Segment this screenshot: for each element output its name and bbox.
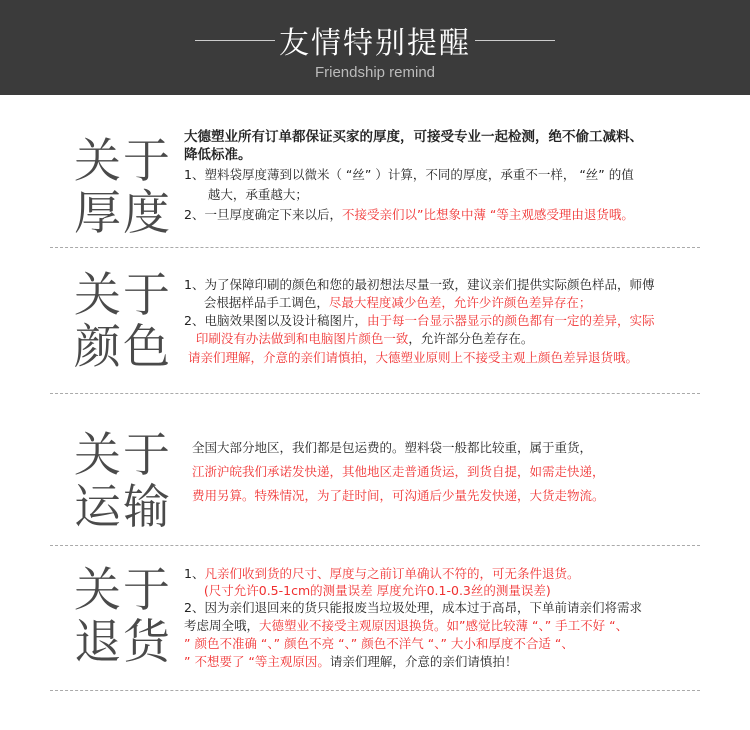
heading-line: 关于 <box>74 134 172 189</box>
text-line <box>184 204 744 226</box>
text-segment: ，允许部分色差存在。 <box>408 331 534 346</box>
highlight-text: 印刷没有办法做到和电脑图片颜色一致 <box>184 331 409 346</box>
text-segment: 请亲们理解，介意的亲们请慎拍！ <box>329 654 518 669</box>
highlight-text: ” 不想要了 “等主观原因。 <box>184 654 330 669</box>
highlight-text: 不接受亲们以”比想象中薄 “等主观感受理由退货哦。 <box>341 207 634 222</box>
heading-line: 关于 <box>74 428 172 483</box>
text-segment: 2、一旦厚度确定下来以后， <box>184 207 342 222</box>
highlight-text: 由于每一台显示器显示的颜色都有一定的差异，实际 <box>366 313 655 328</box>
text-segment: 大德塑业所有订单都保证买家的厚度，可接受专业一起检测，绝不偷工减料、 <box>184 129 643 145</box>
highlight-text: 费用另算。特殊情况，为了赶时间，可沟通后少量先发快递，大货走物流。 <box>184 488 605 503</box>
highlight-text: 尽最大程度减少色差，允许少许颜色差异存在； <box>328 295 592 310</box>
text-segment: 考虑周全哦， <box>184 618 260 633</box>
heading-line: 关于 <box>74 563 172 618</box>
section-body <box>184 128 744 226</box>
section-divider <box>50 393 700 394</box>
heading-line: 退货 <box>74 615 172 670</box>
text-line <box>184 599 744 617</box>
heading-line: 厚度 <box>74 186 172 241</box>
text-line <box>184 436 744 460</box>
page-subtitle: Friendship remind <box>314 64 436 81</box>
text-line <box>184 294 744 312</box>
text-line <box>184 653 744 671</box>
highlight-text: 凡亲们收到货的尺寸、厚度与之前订单确认不符的，可无条件退货。 <box>204 566 580 581</box>
text-line <box>184 617 744 635</box>
section-heading <box>74 270 174 374</box>
text-line <box>184 186 744 204</box>
text-segment: 会根据样品手工调色， <box>184 295 329 310</box>
text-segment: 2、电脑效果图以及设计稿图片， <box>184 313 367 328</box>
section-heading <box>74 430 174 534</box>
section-body <box>184 436 744 508</box>
text-line <box>184 128 744 146</box>
text-segment: 越大，承重越大； <box>184 187 308 202</box>
text-line <box>184 276 744 294</box>
text-line <box>184 565 744 582</box>
text-segment: 1、 <box>184 566 205 581</box>
text-segment: 全国大部分地区，我们都是包运费的。塑料袋一般都比较重，属于重货， <box>184 440 592 455</box>
heading-line: 关于 <box>74 268 172 323</box>
text-line <box>184 484 744 508</box>
highlight-text: 大德塑业不接受主观原因退换货。如”感觉比较薄 “、” 手工不好 “、 <box>259 618 629 633</box>
text-segment: 1、塑料袋厚度薄到以微米（ “丝” ）计算，不同的厚度，承重不一样， “丝” 的值 <box>184 167 634 182</box>
text-line <box>184 635 744 653</box>
text-line <box>184 330 744 348</box>
heading-line: 颜色 <box>74 320 172 375</box>
section-body <box>184 276 744 368</box>
highlight-text: 江浙沪皖我们承诺发快递，其他地区走普通货运，到货自提，如需走快递， <box>184 464 605 479</box>
text-segment: 2、因为亲们退回来的货只能报废当垃圾处理，成本过于高昂，下单前请亲们将需求 <box>184 600 642 615</box>
section-divider <box>50 247 700 248</box>
text-line <box>184 460 744 484</box>
text-line <box>184 348 744 368</box>
text-line <box>184 164 744 186</box>
text-line <box>184 312 744 330</box>
heading-line: 运输 <box>74 480 172 535</box>
section-body <box>184 565 744 671</box>
text-line <box>184 146 744 164</box>
header-banner <box>0 0 750 95</box>
highlight-text: 请亲们理解，介意的亲们请慎拍，大德塑业原则上不接受主观上颜色差异退货哦。 <box>184 350 638 365</box>
highlight-text: (尺寸允许0.5-1cm的测量误差 厚度允许0.1-0.3丝的测量误差) <box>184 583 551 598</box>
page-title: 友情特别提醒 <box>279 26 471 61</box>
text-segment: 降低标准。 <box>184 147 252 163</box>
section-divider <box>50 545 700 546</box>
section-heading <box>74 136 174 240</box>
highlight-text: ” 颜色不准确 “、” 颜色不亮 “、” 颜色不洋气 “、” 大小和厚度不合适 “、 <box>184 636 574 651</box>
section-heading <box>74 565 174 669</box>
text-segment: 1、为了保障印刷的颜色和您的最初想法尽量一致，建议亲们提供实际颜色样品，师傅 <box>184 277 655 292</box>
text-line <box>184 582 744 599</box>
section-divider <box>50 690 700 691</box>
